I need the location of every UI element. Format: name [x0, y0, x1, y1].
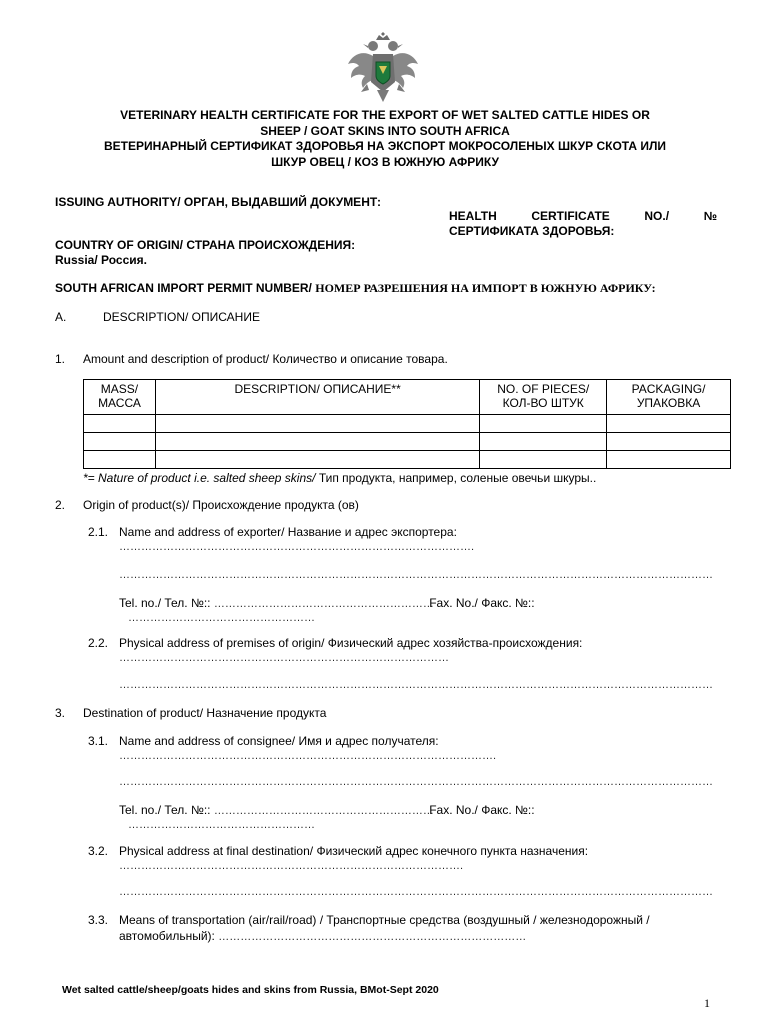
product-table	[83, 379, 731, 469]
final-destination-field-2[interactable]: ………………………………………………………………………………………………………………………………………………	[119, 886, 713, 898]
section-a-title: DESCRIPTION/ ОПИСАНИЕ	[103, 310, 260, 324]
consignee-address-field[interactable]: ………………………………………………………………………………………………………………………………………………	[119, 776, 713, 788]
packaging-cell[interactable]	[607, 415, 731, 433]
pieces-cell[interactable]	[480, 433, 607, 451]
pieces-cell[interactable]	[480, 451, 607, 469]
item-3-1-number: 3.1.	[88, 734, 109, 748]
packaging-cell[interactable]	[607, 433, 731, 451]
exporter-tel-field[interactable]: ……………………………………………………	[213, 598, 434, 610]
issuing-authority-label: ISSUING AUTHORITY/ ОРГАН, ВЫДАВШИЙ ДОКУМЕНТ:	[55, 195, 382, 209]
product-footnote-italic: *= Nature of product i.e. salted sheep skins/	[83, 471, 316, 485]
premises-origin-field-2[interactable]: ………………………………………………………………………………………………………………………………………………	[119, 679, 713, 691]
premises-origin-field[interactable]: ………………………………………………………………………………	[119, 652, 449, 664]
section-a-letter: A.	[55, 310, 67, 324]
title-line-1: VETERINARY HEALTH CERTIFICATE FOR THE EXPORT OF WET SALTED CATTLE HIDES OR	[120, 108, 650, 122]
consignee-name-label: Name and address of consignee/ Имя и адрес получателя:	[119, 734, 439, 748]
product-footnote-rest: Тип продукта, например, соленые овечьи шкуры..	[318, 471, 597, 485]
premises-origin-label: Physical address of premises of origin/ Физический адрес хозяйства-происхождения:	[119, 636, 583, 650]
mass-cell[interactable]	[84, 433, 156, 451]
pieces-header: NO. OF PIECES/ КОЛ-ВО ШТУК	[480, 380, 607, 415]
table-row	[84, 415, 731, 433]
footer-text: Wet salted cattle/sheep/goats hides and skins from Russia, BMot-Sept 2020	[62, 984, 439, 996]
mass-header: MASS/ МАССА	[84, 380, 156, 415]
exporter-fax-field[interactable]: ……………………………………………	[128, 612, 315, 624]
item-2-1-number: 2.1.	[88, 525, 109, 539]
transport-field[interactable]: …………………………………………………………………………	[218, 931, 527, 943]
exporter-contact-line	[119, 596, 535, 610]
pieces-cell[interactable]	[480, 415, 607, 433]
item-2-2-number: 2.2.	[88, 636, 109, 650]
item-1-title: Amount and description of product/ Количество и описание товара.	[83, 352, 448, 366]
health-certificate-number-label: HEALTH CERTIFICATE NO./ №	[449, 209, 717, 223]
transport-label-2: автомобильный):	[119, 929, 215, 943]
title-line-3: ВЕТЕРИНАРНЫЙ СЕРТИФИКАТ ЗДОРОВЬЯ НА ЭКСПОРТ МОКРОСОЛЕНЫХ ШКУР СКОТА ИЛИ	[103, 139, 667, 153]
consignee-contact-line	[119, 803, 535, 817]
exporter-name-label: Name and address of exporter/ Название и адрес экспортера:	[119, 525, 457, 539]
transport-line-2	[119, 929, 538, 943]
description-cell[interactable]	[155, 415, 479, 433]
final-destination-label: Physical address at final destination/ Физический адрес конечного пункта назначения:	[119, 844, 589, 858]
item-3-number: 3.	[55, 706, 66, 720]
exporter-tel-label: Tel. no./ Тел. №::	[119, 596, 211, 610]
table-row	[84, 433, 731, 451]
product-table-header-row	[84, 380, 731, 415]
final-destination-field[interactable]: ………………………………………………………………………………….	[119, 860, 464, 872]
exporter-address-field[interactable]: ………………………………………………………………………………………………………………………………………………	[119, 569, 713, 581]
exporter-name-field[interactable]: …………………………………………………………………………………….	[119, 541, 475, 553]
table-row	[84, 451, 731, 469]
item-3-title: Destination of product/ Назначение продукта	[83, 706, 327, 720]
double-headed-eagle-emblem-icon	[343, 32, 423, 106]
title-line-2: SHEEP / GOAT SKINS INTO SOUTH AFRICA	[260, 123, 510, 138]
import-permit-label-ru: НОМЕР РАЗРЕШЕНИЯ НА ИМПОРТ В ЮЖНУЮ АФРИКУ:	[315, 281, 656, 295]
import-permit-label-en: SOUTH AFRICAN IMPORT PERMIT NUMBER/	[55, 281, 312, 295]
description-header: DESCRIPTION/ ОПИСАНИЕ**	[155, 380, 479, 415]
item-2-title: Origin of product(s)/ Происхождение продукта (ов)	[83, 498, 359, 512]
consignee-fax-field[interactable]: ……………………………………………	[128, 819, 315, 831]
consignee-tel-field[interactable]: ……………………………………………………	[213, 805, 434, 817]
item-2-number: 2.	[55, 498, 66, 512]
consignee-fax-label: Fax. No./ Факс. №::	[429, 803, 535, 817]
country-of-origin-label: COUNTRY OF ORIGIN/ СТРАНА ПРОИСХОЖДЕНИЯ:	[55, 238, 356, 252]
packaging-cell[interactable]	[607, 451, 731, 469]
certificate-title	[40, 108, 730, 170]
page-number: 1	[704, 996, 710, 1010]
exporter-fax-label: Fax. No./ Факс. №::	[429, 596, 535, 610]
product-footnote	[83, 471, 596, 485]
description-cell[interactable]	[155, 451, 479, 469]
consignee-tel-label: Tel. no./ Тел. №::	[119, 803, 211, 817]
consignee-name-field[interactable]: ………………………………………………………………………………………….	[119, 750, 497, 762]
description-cell[interactable]	[155, 433, 479, 451]
item-3-3-number: 3.3.	[88, 913, 109, 927]
item-1-number: 1.	[55, 352, 66, 366]
mass-cell[interactable]	[84, 415, 156, 433]
health-certificate-number-label-ru: СЕРТИФИКАТА ЗДОРОВЬЯ:	[449, 224, 615, 238]
item-3-2-number: 3.2.	[88, 844, 109, 858]
title-line-4: ШКУР ОВЕЦ / КОЗ В ЮЖНУЮ АФРИКУ	[271, 154, 499, 169]
transport-label: Means of transportation (air/rail/road) / Транспортные средства (воздушный / железнодорожный /	[119, 913, 650, 927]
import-permit-label	[55, 281, 656, 296]
country-of-origin-value: Russia/ Россия.	[55, 253, 147, 267]
mass-cell[interactable]	[84, 451, 156, 469]
packaging-header: PACKAGING/ УПАКОВКА	[607, 380, 731, 415]
